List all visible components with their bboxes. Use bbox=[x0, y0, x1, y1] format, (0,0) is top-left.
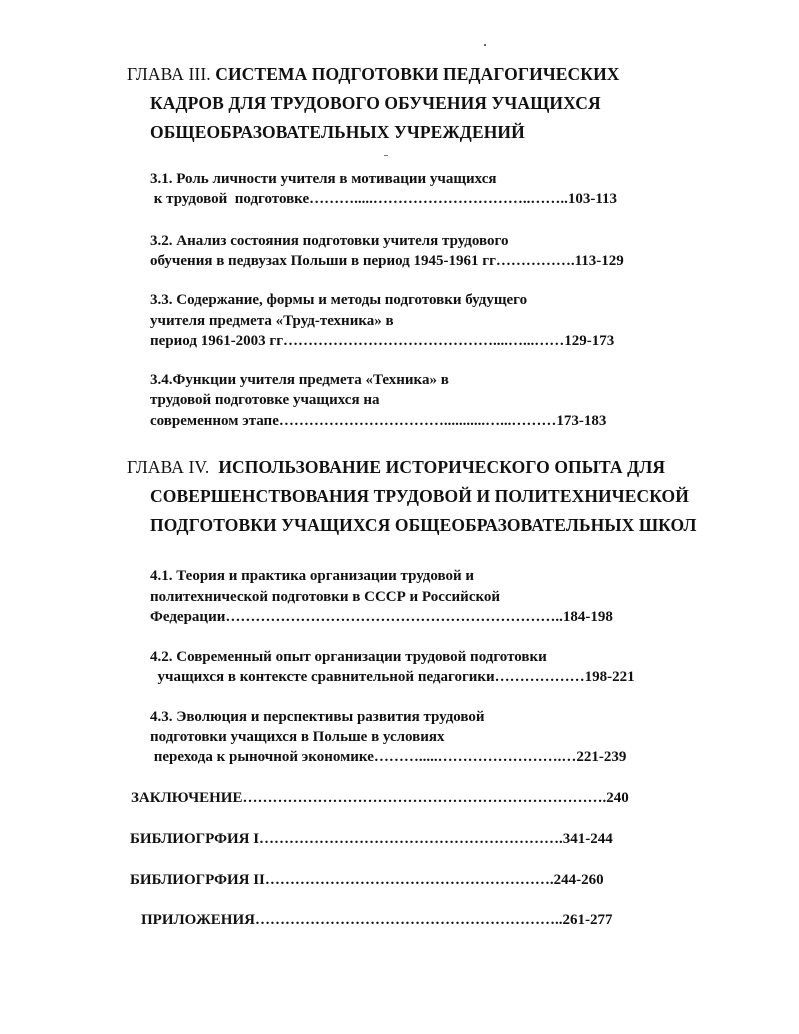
chapter-3-heading bbox=[127, 66, 620, 84]
toc-conclusion: ЗАКЛЮЧЕНИЕ……………………………………………………………….240 bbox=[131, 790, 629, 806]
scan-speck bbox=[384, 155, 388, 156]
toc-bibliography-1: БИБЛИОГРФИЯ I…………………………………………………….341-244 bbox=[130, 831, 613, 847]
toc-entry-3-2-line-2: обучения в педвузах Польши в период 1945-1961 гг…………….113-129 bbox=[150, 253, 624, 269]
chapter-4-heading bbox=[127, 459, 665, 477]
toc-entry-4-2-line-2: учащихся в контексте сравнительной педагогики………………198-221 bbox=[150, 669, 635, 685]
toc-entry-4-1-line-1: 4.1. Теория и практика организации трудовой и bbox=[150, 568, 475, 584]
toc-entry-4-3-line-3: перехода к рыночной экономике……….....…………………….…221-239 bbox=[150, 749, 627, 765]
toc-entry-4-1-line-2: политехнической подготовки в СССР и Российской bbox=[150, 589, 501, 605]
chapter-4-title-line-1: ИСПОЛЬЗОВАНИЕ ИСТОРИЧЕСКОГО ОПЫТА ДЛЯ bbox=[218, 457, 666, 477]
chapter-3-title-line-1: СИСТЕМА ПОДГОТОВКИ ПЕДАГОГИЧЕСКИХ bbox=[215, 64, 620, 84]
toc-bibliography-2: БИБЛИОГРФИЯ II………………………………………………….244-260 bbox=[130, 872, 604, 888]
toc-entry-4-2-line-1: 4.2. Современный опыт организации трудовой подготовки bbox=[150, 649, 547, 665]
toc-entry-3-3-line-1: 3.3. Содержание, формы и методы подготовки будущего bbox=[150, 292, 528, 308]
scan-speck bbox=[484, 44, 486, 46]
toc-appendices: ПРИЛОЖЕНИЯ……………………………………………………..261-277 bbox=[141, 912, 613, 928]
toc-entry-3-4-line-3: современном этапе……………………………...........…...………173-183 bbox=[150, 413, 607, 429]
toc-entry-4-3-line-1: 4.3. Эволюция и перспективы развития трудовой bbox=[150, 709, 485, 725]
toc-entry-3-4-line-2: трудовой подготовке учащихся на bbox=[150, 392, 380, 408]
chapter-3-title-line-2: КАДРОВ ДЛЯ ТРУДОВОГО ОБУЧЕНИЯ УЧАЩИХСЯ bbox=[150, 93, 601, 113]
chapter-4-title-line-2: СОВЕРШЕНСТВОВАНИЯ ТРУДОВОЙ И ПОЛИТЕХНИЧЕСКОЙ bbox=[150, 486, 689, 506]
toc-entry-3-1-line-1: 3.1. Роль личности учителя в мотивации учащихся bbox=[150, 171, 497, 187]
chapter-4-prefix: ГЛАВА IV. bbox=[127, 457, 210, 477]
chapter-3-title-line-3: ОБЩЕОБРАЗОВАТЕЛЬНЫХ УЧРЕЖДЕНИЙ bbox=[150, 122, 525, 142]
toc-entry-3-1-line-2: к трудовой подготовке……….....…………………………..……..103-113 bbox=[150, 191, 618, 207]
toc-entry-3-3-line-3: период 1961-2003 гг……………………………………....…...……129-173 bbox=[150, 333, 615, 349]
chapter-3-prefix: ГЛАВА III. bbox=[127, 64, 211, 84]
toc-entry-4-1-line-3: Федерации…………………………………………………………..184-198 bbox=[150, 609, 613, 625]
chapter-4-title-line-3: ПОДГОТОВКИ УЧАЩИХСЯ ОБЩЕОБРАЗОВАТЕЛЬНЫХ ШКОЛ bbox=[150, 515, 697, 535]
toc-entry-4-3-line-2: подготовки учащихся в Польше в условиях bbox=[150, 729, 445, 745]
toc-entry-3-3-line-2: учителя предмета «Труд-техника» в bbox=[150, 313, 394, 329]
toc-entry-3-4-line-1: 3.4.Функции учителя предмета «Техника» в bbox=[150, 372, 449, 388]
toc-entry-3-2-line-1: 3.2. Анализ состояния подготовки учителя трудового bbox=[150, 233, 509, 249]
